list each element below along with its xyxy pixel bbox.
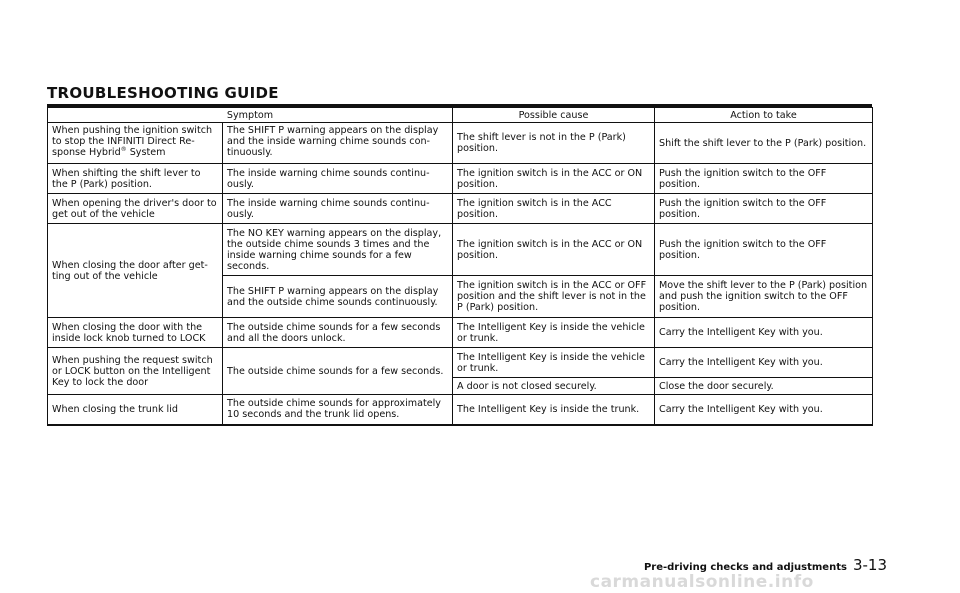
table-row xyxy=(48,318,873,348)
cause-cell: The Intelligent Key is inside the vehicle or trunk. xyxy=(453,318,655,348)
action-cell: Carry the Intelligent Key with you. xyxy=(655,395,873,425)
header-possible-cause: Possible cause xyxy=(453,108,655,123)
cause-cell: A door is not closed securely. xyxy=(453,378,655,395)
cause-cell: The ignition switch is in the ACC or ON position. xyxy=(453,224,655,276)
action-cell: Carry the Intelligent Key with you. xyxy=(655,318,873,348)
action-cell: Shift the shift lever to the P (Park) position. xyxy=(655,123,873,164)
header-action: Action to take xyxy=(655,108,873,123)
detail-cell: The SHIFT P warning appears on the display and the inside warning chime sounds con-tinuously. xyxy=(223,123,453,164)
page-number: 3-13 xyxy=(852,556,887,574)
cause-cell: The ignition switch is in the ACC or OFF position and the shift lever is not in the P (Park) position. xyxy=(453,276,655,318)
table-row xyxy=(48,194,873,224)
symptom-cell: When opening the driver's door to get out of the vehicle xyxy=(48,194,223,224)
action-cell: Carry the Intelligent Key with you. xyxy=(655,348,873,378)
watermark: carmanualsonline.info xyxy=(590,572,814,592)
table-row xyxy=(48,348,873,378)
action-cell: Close the door securely. xyxy=(655,378,873,395)
symptom-cell: When shifting the shift lever to the P (Park) position. xyxy=(48,164,223,194)
symptom-cell: When closing the door with the inside lock knob turned to LOCK xyxy=(48,318,223,348)
detail-cell: The outside chime sounds for a few seconds. xyxy=(223,348,453,395)
cause-cell: The shift lever is not in the P (Park) position. xyxy=(453,123,655,164)
table-row xyxy=(48,224,873,276)
action-cell: Move the shift lever to the P (Park) position and push the ignition switch to the OFF position. xyxy=(655,276,873,318)
page-title: TROUBLESHOOTING GUIDE xyxy=(47,84,279,102)
cause-cell: The ignition switch is in the ACC position. xyxy=(453,194,655,224)
action-cell: Push the ignition switch to the OFF position. xyxy=(655,194,873,224)
table-header-row xyxy=(48,108,873,123)
detail-cell: The inside warning chime sounds continu-ously. xyxy=(223,164,453,194)
detail-cell: The inside warning chime sounds continu-ously. xyxy=(223,194,453,224)
detail-cell: The SHIFT P warning appears on the display and the outside chime sounds continuously. xyxy=(223,276,453,318)
action-cell: Push the ignition switch to the OFF position. xyxy=(655,224,873,276)
cause-cell: The Intelligent Key is inside the trunk. xyxy=(453,395,655,425)
table-row xyxy=(48,123,873,164)
troubleshooting-table xyxy=(47,107,873,426)
registered-mark: ® xyxy=(120,145,127,153)
symptom-cell: When closing the door after get-ting out of the vehicle xyxy=(48,224,223,318)
detail-cell: The NO KEY warning appears on the display, the outside chime sounds 3 times and the inside warning chime sounds for a few seconds. xyxy=(223,224,453,276)
footer-section-title: Pre-driving checks and adjustments xyxy=(643,562,847,573)
symptom-cell: When pushing the ignition switch to stop the INFINITI Direct Re-sponse Hybrid® System xyxy=(48,123,223,164)
header-symptom: Symptom xyxy=(48,108,453,123)
cause-cell: The Intelligent Key is inside the vehicle or trunk. xyxy=(453,348,655,378)
symptom-cell: When pushing the request switch or LOCK button on the Intelligent Key to lock the door xyxy=(48,348,223,395)
symptom-cell: When closing the trunk lid xyxy=(48,395,223,425)
detail-cell: The outside chime sounds for approximately 10 seconds and the trunk lid opens. xyxy=(223,395,453,425)
table-row xyxy=(48,164,873,194)
cause-cell: The ignition switch is in the ACC or ON position. xyxy=(453,164,655,194)
action-cell: Push the ignition switch to the OFF position. xyxy=(655,164,873,194)
table-row xyxy=(48,395,873,425)
detail-cell: The outside chime sounds for a few seconds and all the doors unlock. xyxy=(223,318,453,348)
